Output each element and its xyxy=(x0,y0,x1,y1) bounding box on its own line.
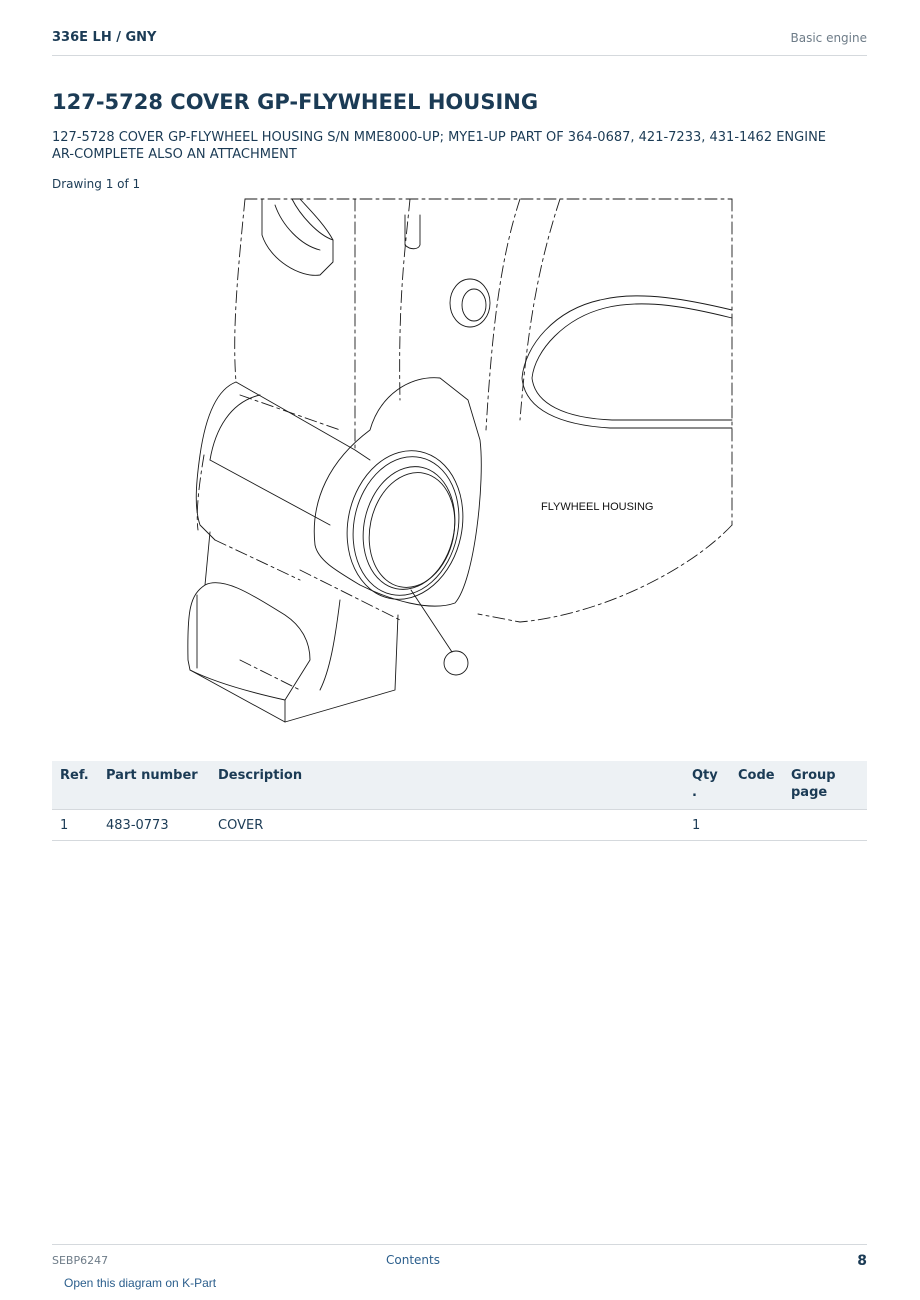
kpart-link[interactable]: Open this diagram on K-Part xyxy=(64,1276,217,1290)
cell-qty: 1 xyxy=(684,810,730,841)
cell-group-page xyxy=(783,810,867,841)
cell-ref: 1 xyxy=(52,810,98,841)
table-row xyxy=(52,810,867,841)
model-label: 336E LH / GNY xyxy=(52,30,157,45)
cell-description: COVER xyxy=(210,810,684,841)
drawing-counter: Drawing 1 of 1 xyxy=(52,177,141,191)
page-number: 8 xyxy=(857,1253,867,1269)
col-part-number: Part number xyxy=(98,761,210,810)
page-footer xyxy=(52,1244,867,1275)
cell-part-number: 483-0773 xyxy=(98,810,210,841)
parts-drawing xyxy=(180,195,740,730)
col-description: Description xyxy=(210,761,684,810)
page-header xyxy=(52,28,867,56)
col-code: Code xyxy=(730,761,783,810)
parts-table xyxy=(52,761,867,841)
document-id: SEBP6247 xyxy=(52,1254,109,1267)
col-ref: Ref. xyxy=(52,761,98,810)
col-group-page: Group page xyxy=(783,761,867,810)
page-title: 127-5728 COVER GP-FLYWHEEL HOUSING xyxy=(52,90,539,114)
contents-link[interactable]: Contents xyxy=(386,1253,440,1267)
group-description: 127-5728 COVER GP-FLYWHEEL HOUSING S/N MME8000-UP; MYE1-UP PART OF 364-0687, 421-7233, 431-1462 ENGINE AR-COMPLETE ALSO AN ATTACHMENT xyxy=(52,130,827,162)
table-header-row xyxy=(52,761,867,810)
section-label: Basic engine xyxy=(790,31,867,45)
drawing-svg xyxy=(180,195,740,730)
flywheel-housing-callout: FLYWHEEL HOUSING xyxy=(541,501,654,513)
cell-code xyxy=(730,810,783,841)
col-qty: Qty . xyxy=(684,761,730,810)
